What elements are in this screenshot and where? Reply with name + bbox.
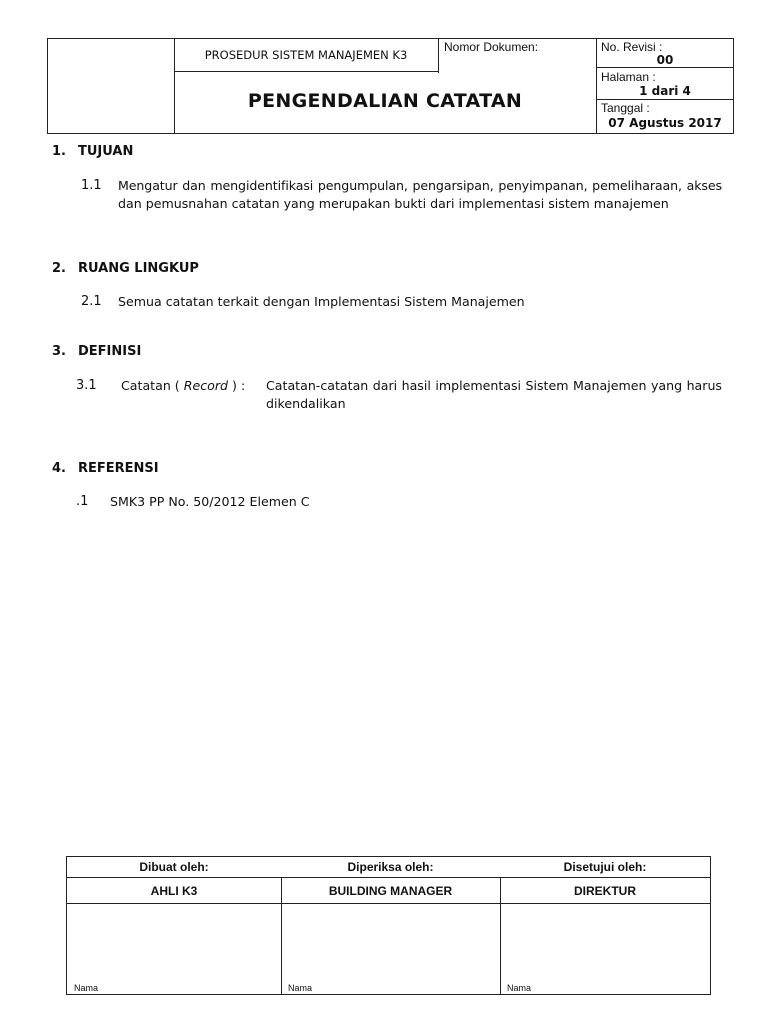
signature-head-checked: Diperiksa oleh: bbox=[347, 860, 434, 874]
section-4-number: 4. bbox=[52, 461, 66, 476]
item-3-1-line1: Catatan-catatan dari hasil implementasi Sistem Manajemen yang harus bbox=[266, 378, 722, 393]
section-3-number: 3. bbox=[52, 344, 66, 359]
term-prefix: Catatan ( bbox=[121, 378, 184, 393]
date-value: 07 Agustus 2017 bbox=[608, 116, 722, 130]
signature-role-building-manager: BUILDING MANAGER bbox=[328, 884, 453, 898]
section-3-heading: DEFINISI bbox=[78, 344, 142, 359]
section-1-number: 1. bbox=[52, 144, 66, 159]
item-3-1-number: 3.1 bbox=[76, 378, 97, 393]
signature-table bbox=[66, 856, 711, 995]
item-1-1-line1: Mengatur dan mengidentifikasi pengumpulan, pengarsipan, penyimpanan, pemeliharaan, akses bbox=[118, 178, 722, 193]
item-1-1-number: 1.1 bbox=[81, 178, 102, 193]
document-header bbox=[47, 38, 734, 134]
signature-role-ahli-k3: AHLI K3 bbox=[150, 884, 198, 898]
signature-name-label-1: Nama bbox=[74, 983, 99, 993]
signature-head-created: Dibuat oleh: bbox=[139, 860, 209, 874]
revision-label: No. Revisi : bbox=[601, 40, 663, 54]
item-4-1-number: .1 bbox=[76, 494, 89, 509]
section-4-heading: REFERENSI bbox=[78, 461, 159, 476]
item-2-1-line1: Semua catatan terkait dengan Implementasi Sistem Manajemen bbox=[118, 294, 525, 309]
document-title: PENGENDALIAN CATATAN bbox=[247, 90, 523, 112]
item-1-1-line2: dan pemusnahan catatan yang merupakan bukti dari implementasi sistem manajemen bbox=[118, 196, 669, 211]
section-2-heading: RUANG LINGKUP bbox=[78, 261, 199, 276]
signature-name-label-3: Nama bbox=[507, 983, 532, 993]
item-4-1-line1: SMK3 PP No. 50/2012 Elemen C bbox=[110, 494, 310, 509]
date-label: Tanggal : bbox=[601, 101, 650, 115]
revision-value: 00 bbox=[656, 53, 674, 67]
term-italic: Record bbox=[183, 378, 229, 393]
system-label: PROSEDUR SISTEM MANAJEMEN K3 bbox=[204, 48, 408, 62]
item-3-1-term bbox=[121, 377, 245, 395]
item-2-1-number: 2.1 bbox=[81, 294, 102, 309]
term-suffix: ) : bbox=[228, 378, 246, 393]
signature-head-approved: Disetujui oleh: bbox=[563, 860, 647, 874]
page-label: Halaman : bbox=[601, 70, 656, 84]
item-3-1-line2: dikendalikan bbox=[266, 396, 346, 411]
section-1-heading: TUJUAN bbox=[78, 144, 134, 159]
doc-number-label: Nomor Dokumen: bbox=[444, 40, 539, 54]
logo-area bbox=[48, 39, 174, 133]
page-value: 1 dari 4 bbox=[639, 84, 691, 98]
signature-role-direktur: DIREKTUR bbox=[574, 884, 636, 898]
signature-name-label-2: Nama bbox=[288, 983, 313, 993]
section-2-number: 2. bbox=[52, 261, 66, 276]
